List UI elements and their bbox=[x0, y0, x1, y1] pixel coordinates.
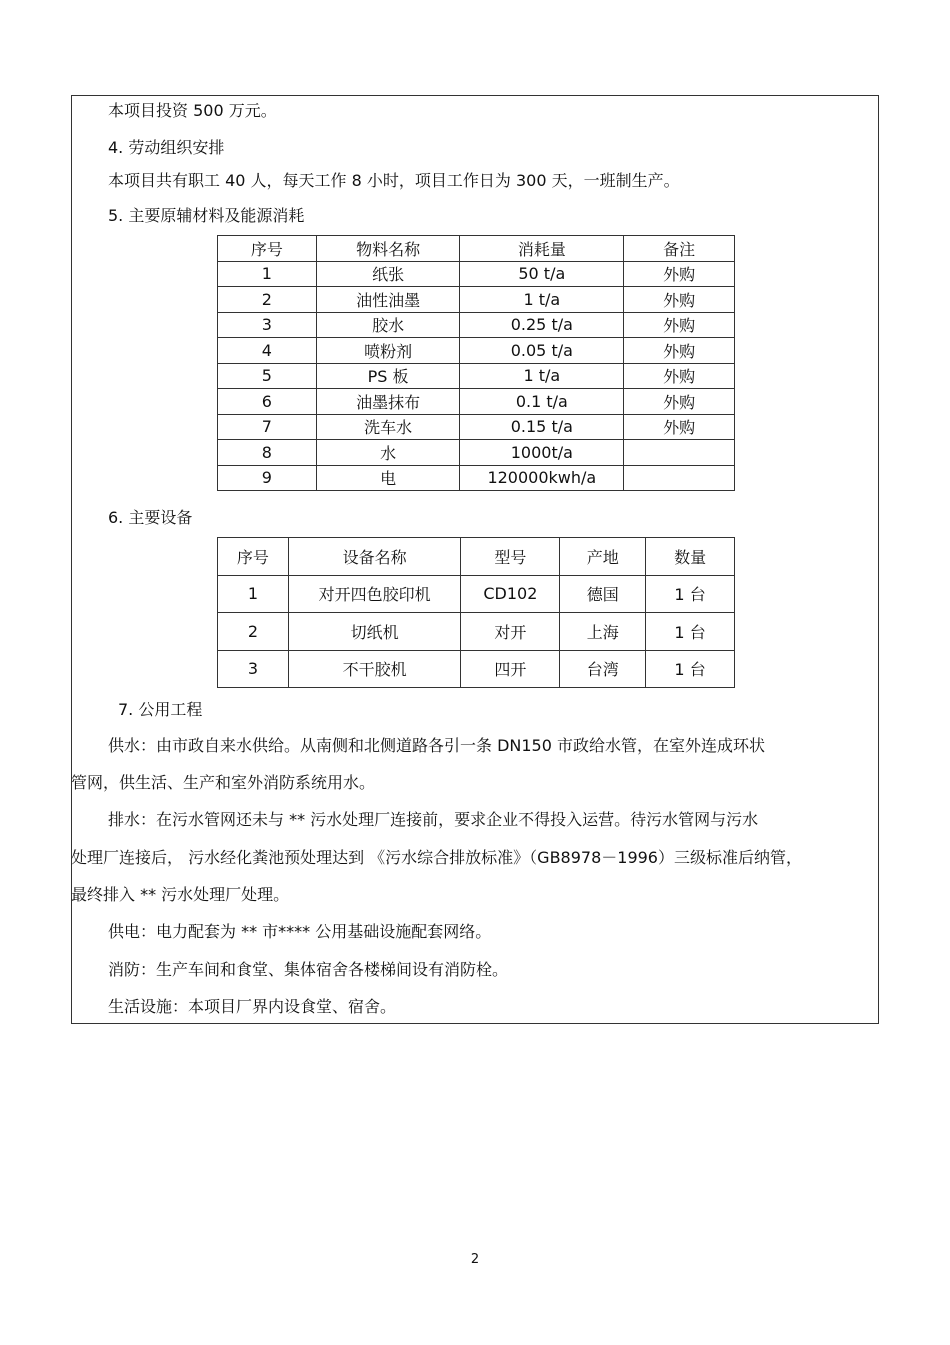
materials-table bbox=[217, 235, 735, 491]
table-cell: 3 bbox=[218, 650, 289, 688]
section4-text: 本项目共有职工 40 人，每天工作 8 小时，项目工作日为 300 天，一班制生产。 bbox=[108, 171, 680, 190]
table-cell: 台湾 bbox=[560, 650, 646, 688]
table-cell: 胶水 bbox=[316, 312, 460, 338]
drainage-line3: 最终排入 ** 污水处理厂处理。 bbox=[71, 885, 290, 904]
header-cell: 数量 bbox=[646, 538, 735, 576]
table-cell: 对开四色胶印机 bbox=[288, 575, 461, 613]
table-row bbox=[218, 389, 735, 415]
table-cell: 外购 bbox=[624, 363, 735, 389]
table-cell: 1000t/a bbox=[460, 440, 624, 466]
table-row bbox=[218, 440, 735, 466]
water-supply-line2: 管网，供生活、生产和室外消防系统用水。 bbox=[71, 773, 376, 792]
table-cell: 50 t/a bbox=[460, 261, 624, 287]
drainage-line1: 排水：在污水管网还未与 ** 污水处理厂连接前，要求企业不得投入运营。待污水管网与污水 bbox=[108, 810, 759, 829]
table-cell bbox=[624, 465, 735, 491]
table-row bbox=[218, 261, 735, 287]
header-cell: 消耗量 bbox=[460, 236, 624, 262]
table-cell: 120000kwh/a bbox=[460, 465, 624, 491]
table-cell: 0.15 t/a bbox=[460, 414, 624, 440]
table-cell: 0.05 t/a bbox=[460, 338, 624, 364]
table-row bbox=[218, 650, 735, 688]
drainage-line2: 处理厂连接后， 污水经化粪池预处理达到 《污水综合排放标准》（GB8978－1996）三级标准后纳管， bbox=[71, 848, 802, 867]
table-cell: 4 bbox=[218, 338, 317, 364]
water-supply-line1: 供水：由市政自来水供给。从南侧和北侧道路各引一条 DN150 市政给水管，在室外连成环状 bbox=[108, 736, 766, 755]
table-cell: CD102 bbox=[461, 575, 560, 613]
table-cell: 1 bbox=[218, 575, 289, 613]
table-cell: 外购 bbox=[624, 389, 735, 415]
table-cell: 外购 bbox=[624, 338, 735, 364]
table-cell: 油墨抹布 bbox=[316, 389, 460, 415]
table-cell: 外购 bbox=[624, 312, 735, 338]
table-cell: 电 bbox=[316, 465, 460, 491]
table-cell: 1 t/a bbox=[460, 287, 624, 313]
table-row bbox=[218, 575, 735, 613]
table-cell: 德国 bbox=[560, 575, 646, 613]
header-cell: 产地 bbox=[560, 538, 646, 576]
table-cell: 3 bbox=[218, 312, 317, 338]
section5-heading: 5. 主要原辅材料及能源消耗 bbox=[108, 206, 305, 225]
header-cell: 物料名称 bbox=[316, 236, 460, 262]
header-cell: 型号 bbox=[461, 538, 560, 576]
table-cell: 2 bbox=[218, 287, 317, 313]
table-row bbox=[218, 613, 735, 651]
living-text: 生活设施：本项目厂界内设食堂、宿舍。 bbox=[108, 997, 397, 1016]
page-number: 2 bbox=[470, 1252, 480, 1267]
table-cell: 不干胶机 bbox=[288, 650, 461, 688]
power-text: 供电：电力配套为 ** 市**** 公用基础设施配套网络。 bbox=[108, 922, 492, 941]
header-cell: 序号 bbox=[218, 236, 317, 262]
table-cell bbox=[624, 440, 735, 466]
section6-heading: 6. 主要设备 bbox=[108, 508, 193, 527]
table-row bbox=[218, 465, 735, 491]
table-cell: 1 bbox=[218, 261, 317, 287]
table-cell: 外购 bbox=[624, 261, 735, 287]
table-header-row bbox=[218, 236, 735, 262]
table-cell: 7 bbox=[218, 414, 317, 440]
investment-text: 本项目投资 500 万元。 bbox=[108, 101, 277, 120]
header-cell: 备注 bbox=[624, 236, 735, 262]
fire-text: 消防：生产车间和食堂、集体宿舍各楼梯间设有消防栓。 bbox=[108, 960, 509, 979]
table-cell: 1 台 bbox=[646, 575, 735, 613]
table-cell: 1 t/a bbox=[460, 363, 624, 389]
table-cell: 9 bbox=[218, 465, 317, 491]
table-row bbox=[218, 414, 735, 440]
table-cell: 6 bbox=[218, 389, 317, 415]
table-cell: 切纸机 bbox=[288, 613, 461, 651]
table-cell: PS 板 bbox=[316, 363, 460, 389]
table-cell: 纸张 bbox=[316, 261, 460, 287]
section4-heading: 4. 劳动组织安排 bbox=[108, 138, 225, 157]
table-row bbox=[218, 338, 735, 364]
header-cell: 设备名称 bbox=[288, 538, 461, 576]
table-row bbox=[218, 312, 735, 338]
table-cell: 洗车水 bbox=[316, 414, 460, 440]
table-cell: 油性油墨 bbox=[316, 287, 460, 313]
table-cell: 外购 bbox=[624, 287, 735, 313]
table-cell: 1 台 bbox=[646, 650, 735, 688]
table-row bbox=[218, 287, 735, 313]
table-cell: 8 bbox=[218, 440, 317, 466]
table-header-row bbox=[218, 538, 735, 576]
table-cell: 0.25 t/a bbox=[460, 312, 624, 338]
section7-heading: 7. 公用工程 bbox=[118, 700, 203, 719]
table-cell: 喷粉剂 bbox=[316, 338, 460, 364]
table-cell: 水 bbox=[316, 440, 460, 466]
table-cell: 外购 bbox=[624, 414, 735, 440]
table-cell: 1 台 bbox=[646, 613, 735, 651]
table-cell: 5 bbox=[218, 363, 317, 389]
table-cell: 2 bbox=[218, 613, 289, 651]
table-cell: 上海 bbox=[560, 613, 646, 651]
equipment-table bbox=[217, 537, 735, 688]
table-cell: 四开 bbox=[461, 650, 560, 688]
table-cell: 对开 bbox=[461, 613, 560, 651]
header-cell: 序号 bbox=[218, 538, 289, 576]
table-row bbox=[218, 363, 735, 389]
table-cell: 0.1 t/a bbox=[460, 389, 624, 415]
